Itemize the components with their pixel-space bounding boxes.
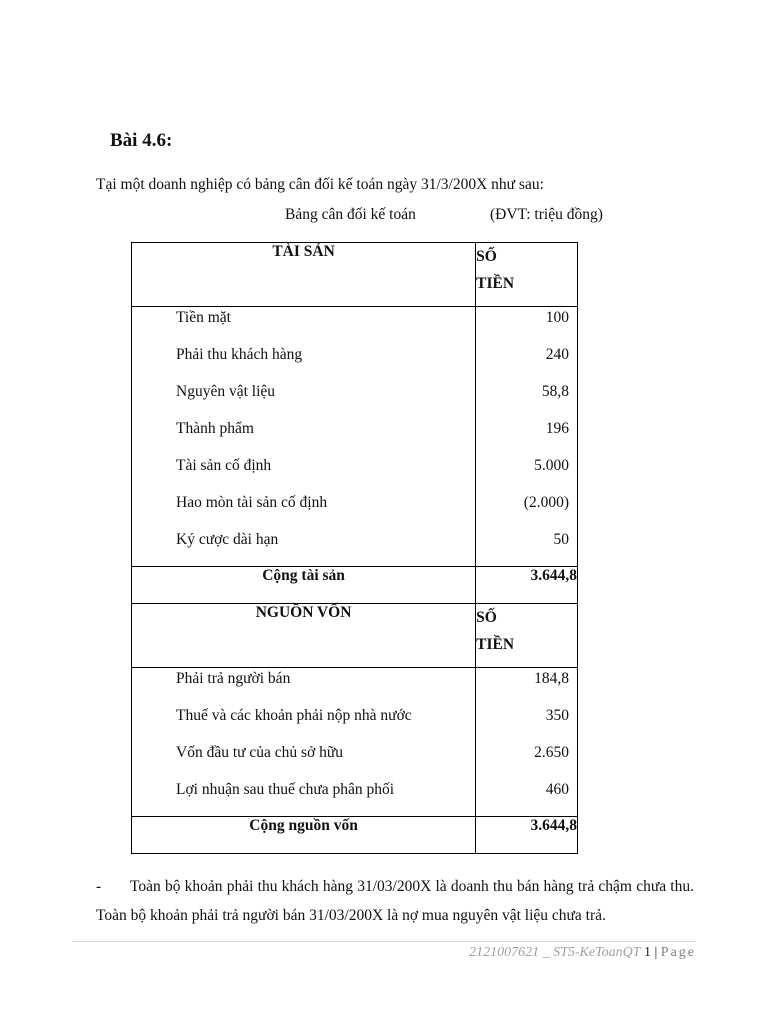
assets-header-label: TÀI SẢN — [132, 243, 476, 307]
liabilities-total-row — [132, 817, 578, 854]
amount-header-line2: TIỀN — [476, 275, 515, 292]
liabilities-total-value: 3.644,8 — [476, 817, 578, 854]
liabilities-header-row — [132, 604, 578, 668]
footer-doc-code: 2121007621 _ ST5-KeToanQT — [469, 945, 641, 960]
asset-item-value: 240 — [545, 346, 569, 363]
liability-item-value: 184,8 — [534, 670, 569, 687]
asset-item-value: 100 — [545, 309, 569, 326]
bullet-dash: - — [96, 878, 102, 895]
asset-item-label: Tài sản cố định — [176, 457, 272, 474]
bullet-text: Toàn bộ khoản phải thu khách hàng 31/03/200X là doanh thu bán hàng trả chậm chưa thu. Toàn bộ khoản phải trả người bán 31/03/200X là nợ mua nguyên vật liệu chưa trả. — [96, 878, 694, 924]
assets-header-row — [132, 243, 578, 307]
assets-items-row — [132, 307, 578, 567]
assets-total-value: 3.644,8 — [476, 567, 578, 604]
exercise-heading: Bài 4.6: — [110, 130, 173, 151]
liability-item-label: Phải trả người bán — [176, 670, 291, 687]
liability-item-label: Vốn đầu tư của chủ sở hữu — [176, 744, 344, 761]
asset-item-label: Nguyên vật liệu — [176, 383, 276, 400]
assets-total-row — [132, 567, 578, 604]
liability-item-value: 350 — [545, 707, 569, 724]
amount-header-line1: SỐ — [476, 248, 497, 265]
asset-item-value: 50 — [553, 531, 569, 548]
assets-total-label: Cộng tài sản — [132, 567, 476, 604]
asset-item-value: 5.000 — [534, 457, 569, 474]
liabilities-items-row — [132, 668, 578, 817]
intro-paragraph: Tại một doanh nghiệp có bảng cân đối kế toán ngày 31/3/200X như sau: — [96, 176, 544, 193]
page-footer — [469, 945, 696, 961]
footer-divider — [72, 941, 696, 942]
footer-page-number: 1 — [643, 945, 651, 960]
balance-sheet-table — [131, 242, 578, 854]
asset-item-label: Hao mòn tài sản cố định — [176, 494, 328, 511]
liabilities-header-label: NGUỒN VỐN — [132, 604, 476, 668]
assets-item-labels — [132, 307, 476, 567]
liability-item-value: 2.650 — [534, 744, 569, 761]
footer-separator: | — [654, 945, 658, 960]
amount-header-line1: SỐ — [476, 609, 497, 626]
asset-item-label: Phải thu khách hàng — [176, 346, 303, 363]
assets-header-amount — [476, 243, 578, 307]
assets-item-values — [476, 307, 578, 567]
liability-item-label: Thuế và các khoản phải nộp nhà nước — [176, 707, 412, 724]
asset-item-label: Tiền mặt — [176, 309, 231, 326]
liabilities-header-amount — [476, 604, 578, 668]
footer-page-word: Page — [660, 945, 696, 960]
liabilities-total-label: Cộng nguồn vốn — [132, 817, 476, 854]
liabilities-item-labels — [132, 668, 476, 817]
asset-item-value: 58,8 — [541, 383, 569, 400]
liability-item-value: 460 — [545, 781, 569, 798]
asset-item-value: (2.000) — [523, 494, 569, 511]
asset-item-label: Thành phẩm — [176, 420, 254, 437]
asset-item-label: Ký cược dài hạn — [176, 531, 279, 548]
liability-item-label: Lợi nhuận sau thuế chưa phân phối — [176, 781, 395, 798]
amount-header-line2: TIỀN — [476, 636, 515, 653]
bullet-paragraph — [96, 872, 694, 930]
table-caption-unit: (ĐVT: triệu đồng) — [490, 206, 603, 223]
asset-item-value: 196 — [545, 420, 569, 437]
liabilities-item-values — [476, 668, 578, 817]
table-caption-title: Bảng cân đối kế toán — [285, 206, 416, 223]
